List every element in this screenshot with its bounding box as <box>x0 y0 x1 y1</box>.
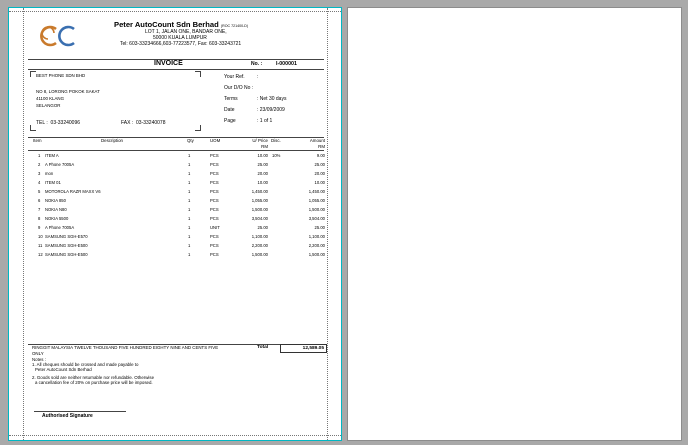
item-amount: 10.00 <box>314 180 325 185</box>
table-row <box>28 187 324 196</box>
item-amount: 25.00 <box>314 162 325 167</box>
item-description: NOKIA N80 <box>45 207 67 212</box>
yourref-value: : <box>257 74 259 80</box>
item-amount: 9.00 <box>316 153 325 158</box>
item-price: 10.00 <box>257 153 268 158</box>
item-qty: 1 <box>188 243 191 248</box>
item-no: 8 <box>38 216 41 221</box>
item-description: ITEM 01 <box>45 180 61 185</box>
col-qty: Qty <box>187 138 194 143</box>
date-value: : 23/09/2009 <box>257 107 285 113</box>
total-box <box>280 344 327 353</box>
table-row <box>28 241 324 250</box>
table-row <box>28 232 324 241</box>
table-row <box>28 205 324 214</box>
total-label: Total <box>257 345 269 350</box>
item-amount: 1,500.00 <box>308 207 325 212</box>
company-address1: LOT 1, JALAN ONE, BANDAR ONE, <box>145 29 227 35</box>
note-1: 1. All cheques should be crossed and made payable to <box>32 362 139 367</box>
item-description: A Phone 7005A <box>45 225 75 230</box>
col-item: Item <box>33 138 42 143</box>
note-2-cont: a cancellation fee of 20% on purchase price will be imposed. <box>35 380 153 385</box>
page-value: : 1 of 1 <box>257 118 273 124</box>
item-uom: UNIT <box>210 225 220 230</box>
preview-page-1 <box>8 7 342 441</box>
item-amount: 25.00 <box>314 225 325 230</box>
item-uom: PCS <box>210 216 219 221</box>
date-label: Date <box>224 107 235 113</box>
item-qty: 1 <box>188 189 191 194</box>
item-no: 7 <box>38 207 41 212</box>
table-row <box>28 250 324 259</box>
item-price: 10.00 <box>257 180 268 185</box>
item-uom: PCS <box>210 162 219 167</box>
item-amount: 1,450.00 <box>308 189 325 194</box>
left-margin-guide <box>23 8 24 440</box>
item-qty: 1 <box>188 171 191 176</box>
item-price: 2,200.00 <box>251 243 268 248</box>
tel-label: TEL : <box>36 120 48 126</box>
fax-value: 03-33240078 <box>136 120 166 126</box>
item-uom: PCS <box>210 243 219 248</box>
table-row <box>28 214 324 223</box>
col-disc: Disc. <box>271 138 281 143</box>
item-amount: 1,500.00 <box>308 252 325 257</box>
item-qty: 1 <box>188 225 191 230</box>
item-no: 6 <box>38 198 41 203</box>
customer-box-corner <box>195 71 201 77</box>
item-uom: PCS <box>210 189 219 194</box>
item-amount: 20.00 <box>314 171 325 176</box>
ourdo-label: Our D/O No : <box>224 85 254 91</box>
col-amount: Amount <box>309 138 325 143</box>
invoice-no-value: I-000001 <box>276 61 297 67</box>
item-amount: 3,504.00 <box>308 216 325 221</box>
item-uom: PCS <box>210 207 219 212</box>
terms-label: Terms <box>224 96 238 102</box>
item-price: 1,055.00 <box>251 198 268 203</box>
signature-line <box>34 411 126 412</box>
customer-address2: 41100 KLANG <box>36 96 64 101</box>
item-description: ITEM A <box>45 153 59 158</box>
item-price: 20.00 <box>257 171 268 176</box>
invoice-title: INVOICE <box>154 60 183 67</box>
table-row <box>28 151 324 160</box>
item-price: 1,100.00 <box>251 234 268 239</box>
item-description: MOTOROLA RAZR MAXX V6 <box>45 189 101 194</box>
item-uom: PCS <box>210 198 219 203</box>
item-price: 1,500.00 <box>251 252 268 257</box>
customer-address3: SELANGOR <box>36 103 61 108</box>
invoice-no-label: No. : <box>251 61 263 67</box>
note-1-cont: Peter AutoCount Sdn Berhad <box>35 367 92 372</box>
page-label: Page <box>224 118 236 124</box>
item-no: 9 <box>38 225 41 230</box>
item-price: 25.00 <box>257 162 268 167</box>
customer-address1: NO 8, LORONG POKOK SAKAT <box>36 89 100 94</box>
item-no: 3 <box>38 171 41 176</box>
preview-page-2 <box>347 7 682 441</box>
item-uom: PCS <box>210 153 219 158</box>
company-contact: Tel: 603-33234666,603-77223577, Fax: 603-33243721 <box>120 41 242 47</box>
table-row <box>28 169 324 178</box>
item-qty: 1 <box>188 162 191 167</box>
item-table <box>28 151 324 271</box>
item-qty: 1 <box>188 180 191 185</box>
item-description: A Phone 7005A <box>45 162 75 167</box>
item-description: NOKIA 5500 <box>45 216 69 221</box>
company-reg: (ROC 721400-D) <box>220 24 249 28</box>
item-uom: PCS <box>210 252 219 257</box>
item-description: SAMSUNG SGH-E500 <box>45 243 88 248</box>
item-no: 4 <box>38 180 41 185</box>
item-uom: PCS <box>210 180 219 185</box>
amount-in-words-1: RINGGIT MALAYSIA TWELVE THOUSAND FIVE HUNDRED EIGHTY NINE AND CENTS FIVE <box>32 345 219 350</box>
item-uom: PCS <box>210 171 219 176</box>
bottom-margin-guide <box>9 435 341 436</box>
col-amount-unit: RM <box>318 144 325 149</box>
customer-tel <box>36 120 80 126</box>
item-amount: 2,200.00 <box>308 243 325 248</box>
notes-label: Notes : <box>32 357 46 362</box>
item-description: SAMSUNG SGH-E570 <box>45 234 88 239</box>
col-description: Description <box>101 138 123 143</box>
item-qty: 1 <box>188 234 191 239</box>
item-no: 1 <box>38 153 41 158</box>
item-description: SAMSUNG SGH-E500 <box>45 252 88 257</box>
item-amount: 1,055.00 <box>308 198 325 203</box>
company-name: Peter AutoCount Sdn Berhad <box>114 20 219 29</box>
item-no: 11 <box>38 243 43 248</box>
item-price: 1,500.00 <box>251 207 268 212</box>
note-2: 2. Goods sold are neither returnable nor refundable. Otherwise <box>32 375 155 380</box>
table-row <box>28 160 324 169</box>
yourref-label: Your Ref. <box>224 74 245 80</box>
item-no: 5 <box>38 189 41 194</box>
tel-value: 03-33240096 <box>50 120 81 126</box>
signature-label: Authorised Signature <box>42 413 93 419</box>
top-margin-guide <box>9 11 341 12</box>
table-row <box>28 196 324 205</box>
item-description: NOKIA 850 <box>45 198 66 203</box>
item-disc: 10% <box>272 153 281 158</box>
item-no: 12 <box>38 252 43 257</box>
item-qty: 1 <box>188 216 191 221</box>
company-logo <box>40 24 78 48</box>
item-price: 3,504.00 <box>251 216 268 221</box>
total-value: 12,589.05 <box>302 346 324 351</box>
terms-value: : Net 30 days <box>257 96 287 102</box>
col-uom: UOM <box>210 138 221 143</box>
item-qty: 1 <box>188 252 191 257</box>
customer-name: BEST PHONE SDN BHD <box>36 73 86 78</box>
col-price-unit: RM <box>261 144 268 149</box>
item-price: 1,450.00 <box>251 189 268 194</box>
col-price: U/ Price <box>252 138 268 143</box>
table-row <box>28 178 324 187</box>
item-description: mon <box>45 171 54 176</box>
company-address2: 50000 KUALA LUMPUR <box>153 35 207 41</box>
item-qty: 1 <box>188 207 191 212</box>
title-divider <box>28 69 324 70</box>
customer-fax <box>121 120 166 126</box>
item-qty: 1 <box>188 153 191 158</box>
amount-in-words-2: ONLY <box>32 351 44 356</box>
item-price: 25.00 <box>257 225 268 230</box>
item-no: 10 <box>38 234 43 239</box>
item-qty: 1 <box>188 198 191 203</box>
item-amount: 1,100.00 <box>308 234 325 239</box>
item-no: 2 <box>38 162 41 167</box>
customer-box-corner <box>195 125 201 131</box>
table-row <box>28 223 324 232</box>
right-margin-guide <box>327 8 328 440</box>
fax-label: FAX : <box>121 120 134 126</box>
item-uom: PCS <box>210 234 219 239</box>
